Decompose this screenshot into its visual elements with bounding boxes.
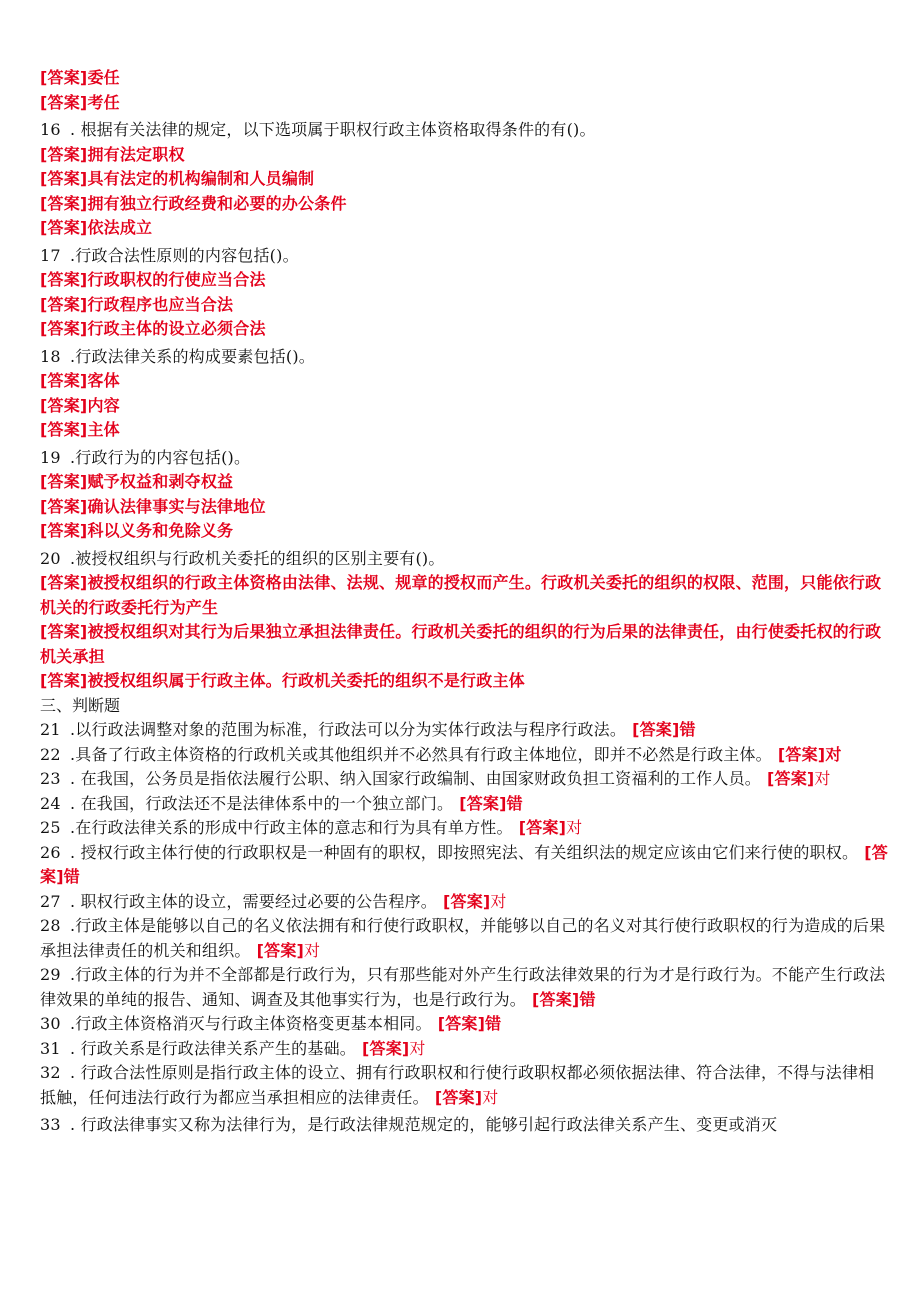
answer-prefix: [答案] [40,573,88,592]
answer-value: 对 [409,1038,426,1058]
answer-value: 对 [814,769,831,788]
answer-prefix: [答案] [40,193,88,213]
question-text: . 职权行政主体的设立，需要经过必要的公告程序。 [70,891,437,911]
question-number: 33 [40,1115,61,1134]
judgement-line [40,963,890,1012]
answer-prefix: [答案] [40,319,88,338]
question-number: 29 [40,965,61,984]
answer-prefix: [答案] [40,294,88,314]
answer-value: 对 [566,818,583,837]
question-number: 22 [40,744,61,764]
question-text: . 行政关系是行政法律关系产生的基础。 [70,1038,356,1058]
question-text: .行政主体是能够以自己的名义依法拥有和行使行政职权，并能够以自己的名义对其行使行政职权的行为造成的后果承担法律责任的机关和组织。 [40,916,886,960]
question-line [40,244,890,269]
question-text: . 在我国，行政法还不是法律体系中的一个独立部门。 [70,793,454,813]
answer-prefix: [答案] [40,395,88,415]
question-number: 31 [40,1038,61,1058]
answer-prefix: [答案] [40,521,88,540]
answer-prefix: [答案] [40,371,88,390]
answer-line [40,216,890,241]
answer-prefix: [答案] [40,842,888,886]
question-number: 32 [40,1063,61,1082]
answer-line [40,495,890,520]
answer-text: 拥有法定职权 [87,144,185,164]
question-number: 16 [40,120,61,139]
answer-text: 确认法律事实与法律地位 [87,496,266,516]
answer-line [40,669,890,694]
question-number: 26 [40,842,61,862]
question-number: 28 [40,916,61,935]
answer-text: 被授权组织属于行政主体。行政机关委托的组织不是行政主体 [87,671,525,690]
answer-prefix: [答案] [40,144,88,164]
answer-line [40,317,890,342]
answer-line [40,167,890,192]
answer-prefix: [答案] [361,1038,410,1058]
answer-text: 赋予权益和剥夺权益 [87,472,234,491]
question-text: . 根据有关法律的规定，以下选项属于职权行政主体资格取得条件的有()。 [70,120,596,139]
question-number: 21 [40,720,61,739]
answer-value: 错 [63,867,80,886]
answer-prefix: [答案] [40,218,88,237]
section-heading: 三、判断题 [40,695,121,715]
answer-prefix: [答案] [40,68,88,87]
answer-prefix: [答案] [532,989,580,1009]
answer-value: 错 [579,989,596,1009]
answer-text: 考任 [87,92,120,112]
answer-prefix: [答案] [777,744,826,764]
answer-prefix: [答案] [437,1014,486,1033]
question-text: .以行政法调整对象的范围为标准，行政法可以分为实体行政法与程序行政法。 [70,720,627,739]
question-line [40,547,890,572]
answer-line [40,571,890,620]
question-number: 30 [40,1014,61,1033]
judgement-line [40,841,890,890]
answer-text: 行政程序也应当合法 [87,294,234,314]
judgement-line [40,816,890,841]
answer-text: 行政职权的行使应当合法 [87,270,266,289]
answer-prefix: [答案] [40,622,88,641]
answer-prefix: [答案] [40,671,88,690]
judgement-line [40,743,890,768]
answer-prefix: [答案] [518,818,567,837]
question-number: 24 [40,793,61,813]
answer-value: 对 [490,891,507,911]
question-number: 17 [40,245,61,265]
answer-text: 被授权组织对其行为后果独立承担法律责任。行政机关委托的组织的行为后果的法律责任，由行使委托权的行政机关承担 [40,622,882,666]
answer-line [40,268,890,293]
answer-prefix: [答案] [442,891,491,911]
answer-line [40,91,890,116]
answer-value: 错 [485,1014,502,1033]
answer-prefix: [答案] [766,769,815,788]
question-text: . 在我国，公务员是指依法履行公职、纳入国家行政编制、由国家财政负担工资福利的工作人员。 [70,769,761,788]
answer-value: 对 [304,940,321,960]
answer-text: 主体 [87,420,120,439]
judgement-line [40,1012,890,1037]
question-number: 20 [40,548,61,568]
judgement-line [40,1061,890,1110]
answer-prefix: [答案] [632,720,680,739]
question-number: 25 [40,818,61,837]
question-text: .行政主体资格消灭与行政主体资格变更基本相同。 [70,1014,432,1033]
answer-text: 具有法定的机构编制和人员编制 [87,169,315,188]
question-text: .具备了行政主体资格的行政机关或其他组织并不必然具有行政主体地位，即并不必然是行政主体。 [70,744,772,764]
answer-text: 科以义务和免除义务 [87,521,234,540]
answer-value: 错 [679,720,696,739]
answer-text: 行政主体的设立必须合法 [87,319,266,338]
judgement-line [40,718,890,743]
answer-text: 内容 [87,395,120,415]
answer-prefix: [答案] [40,496,88,516]
answer-value: 对 [482,1087,499,1107]
answer-line [40,66,890,91]
question-line [40,118,890,143]
judgement-line [40,890,890,915]
question-text: . 行政法律事实又称为法律行为，是行政法律规范规定的，能够引起行政法律关系产生、变更或消灭 [70,1115,778,1134]
answer-line [40,418,890,443]
question-text: .在行政法律关系的形成中行政主体的意志和行为具有单方性。 [70,818,513,837]
answer-line [40,143,890,168]
answer-text: 委任 [87,68,120,87]
answer-text: 拥有独立行政经费和必要的办公条件 [87,193,347,213]
question-text: .行政行为的内容包括()。 [70,447,251,467]
question-text: .行政法律关系的构成要素包括()。 [70,346,315,366]
question-text: .行政主体的行为并不全部都是行政行为，只有那些能对外产生行政法律效果的行为才是行政行为。不能产生行政法律效果的单纯的报告、通知、调查及其他事实行为，也是行政行为。 [40,965,886,1009]
answer-value: 错 [506,793,523,813]
answer-prefix: [答案] [40,472,88,491]
question-number: 27 [40,891,61,911]
answer-text: 依法成立 [87,218,153,237]
answer-text: 被授权组织的行政主体资格由法律、法规、规章的授权而产生。行政机关委托的组织的权限、范围，只能依行政机关的行政委托行为产生 [40,573,882,617]
question-text: .行政合法性原则的内容包括()。 [70,245,299,265]
document-body [40,66,890,1138]
answer-text: 客体 [87,371,120,390]
question-number: 23 [40,769,61,788]
answer-prefix: [答案] [434,1087,483,1107]
answer-line [40,394,890,419]
question-line [40,446,890,471]
question-number: 18 [40,346,61,366]
judgement-line [40,792,890,817]
answer-line [40,620,890,669]
question-text: . 行政合法性原则是指行政主体的设立、拥有行政职权和行使行政职权都必须依据法律、符合法律，不得与法律相抵触，任何违法行政行为都应当承担相应的法律责任。 [40,1063,875,1107]
answer-line [40,519,890,544]
answer-prefix: [答案] [40,92,88,112]
question-line [40,1113,890,1138]
answer-line [40,293,890,318]
answer-prefix: [答案] [40,420,88,439]
answer-prefix: [答案] [459,793,507,813]
question-line [40,345,890,370]
answer-line [40,470,890,495]
question-text: . 授权行政主体行使的行政职权是一种固有的职权，即按照宪法、有关组织法的规定应该由它们来行使的职权。 [70,842,859,862]
judgement-line [40,767,890,792]
question-number: 19 [40,447,61,467]
answer-prefix: [答案] [40,169,88,188]
answer-prefix: [答案] [40,270,88,289]
answer-prefix: [答案] [256,940,305,960]
answer-line [40,369,890,394]
answer-value: 对 [825,744,842,764]
judgement-line [40,1037,890,1062]
question-text: .被授权组织与行政机关委托的组织的区别主要有()。 [70,548,445,568]
judgement-line [40,914,890,963]
answer-line [40,192,890,217]
